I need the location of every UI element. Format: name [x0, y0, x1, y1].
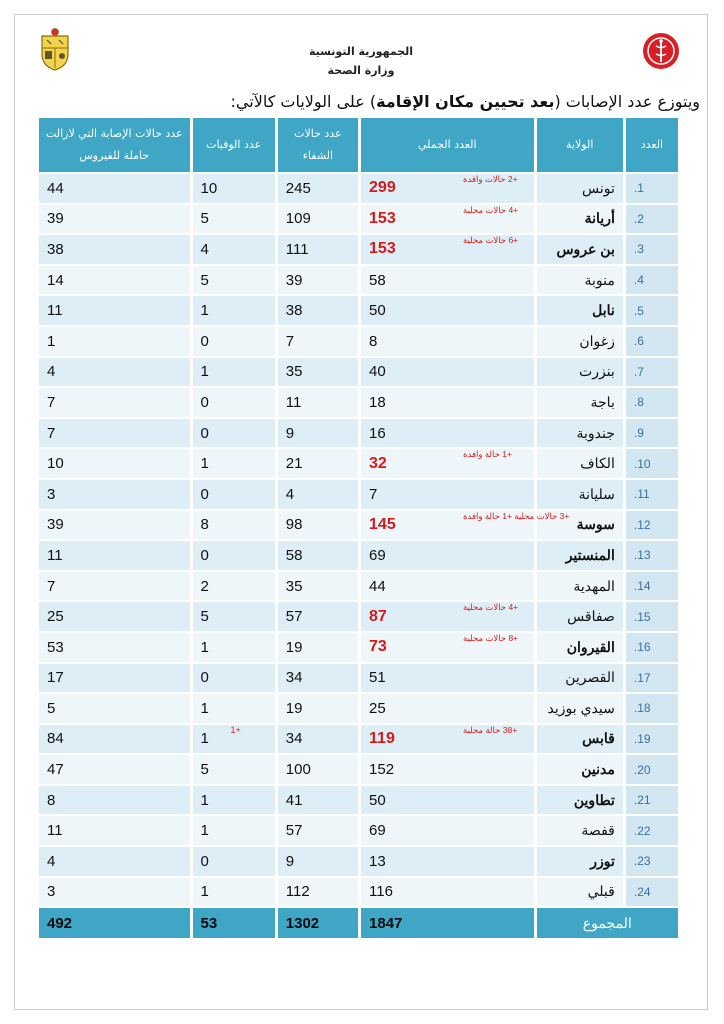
governorate-name: سيدي بوزيد [537, 694, 623, 723]
deaths-cell [193, 327, 275, 356]
total-value: 40 [369, 363, 386, 381]
intro-prefix: ويتوزع عدد الإصابات ( [554, 92, 700, 111]
total-value: 32 [369, 454, 387, 472]
deaths-value: 0 [200, 669, 209, 687]
total-value: 44 [369, 577, 386, 595]
deaths-value: 1 [200, 730, 209, 748]
document-header [14, 22, 708, 92]
row-number: 2. [626, 205, 678, 234]
active-cases-value: 38 [39, 235, 190, 264]
table-row [39, 174, 678, 203]
total-cell [361, 694, 534, 723]
row-number: 18. [626, 694, 678, 723]
deaths-value: 1 [200, 363, 209, 381]
recovered-value: 4 [278, 480, 358, 509]
deaths-cell [193, 725, 275, 754]
row-number: 16. [626, 633, 678, 662]
governorate-name: سوسة [537, 511, 623, 540]
new-cases-note: +1 حالة وافدة [463, 449, 512, 460]
total-cell [361, 725, 534, 754]
total-value: 7 [369, 485, 378, 503]
recovered-value: 111 [278, 235, 358, 264]
total-cell [361, 174, 534, 203]
header-recovered: عدد حالات الشفاء [278, 118, 358, 172]
row-number: 7. [626, 358, 678, 387]
table-row [39, 847, 678, 876]
active-cases-value: 7 [39, 388, 190, 417]
total-value: 8 [369, 332, 378, 350]
sum-label: المجموع [537, 908, 678, 938]
deaths-cell [193, 205, 275, 234]
deaths-value: 1 [200, 822, 209, 840]
table-row [39, 205, 678, 234]
row-number: 13. [626, 541, 678, 570]
total-cell [361, 205, 534, 234]
header-num: العدد [626, 118, 678, 172]
active-cases-value: 4 [39, 847, 190, 876]
governorate-name: تونس [537, 174, 623, 203]
deaths-value: 1 [200, 883, 209, 901]
deaths-cell [193, 572, 275, 601]
recovered-value: 11 [278, 388, 358, 417]
active-cases-value: 4 [39, 358, 190, 387]
total-value: 69 [369, 546, 386, 564]
governorate-name: القصرين [537, 664, 623, 693]
total-value: 73 [369, 638, 387, 656]
table-row [39, 633, 678, 662]
total-value: 69 [369, 822, 386, 840]
recovered-value: 100 [278, 755, 358, 784]
intro-sentence [100, 92, 700, 111]
deaths-value: 5 [200, 210, 209, 228]
governorate-name: نابل [537, 296, 623, 325]
deaths-cell [193, 664, 275, 693]
total-cell [361, 266, 534, 295]
row-number: 24. [626, 878, 678, 907]
table-row [39, 266, 678, 295]
new-cases-note: +6 حالات محلية [463, 235, 519, 246]
active-cases-value: 10 [39, 449, 190, 478]
governorate-name: بنزرت [537, 358, 623, 387]
total-cell [361, 296, 534, 325]
total-cell [361, 572, 534, 601]
deaths-cell [193, 786, 275, 815]
governorate-name: قابس [537, 725, 623, 754]
recovered-value: 41 [278, 786, 358, 815]
recovered-value: 19 [278, 694, 358, 723]
governorate-name: سليانة [537, 480, 623, 509]
active-cases-value: 3 [39, 480, 190, 509]
header-total: العدد الجملي [361, 118, 534, 172]
active-cases-value: 11 [39, 296, 190, 325]
deaths-cell [193, 694, 275, 723]
cases-table-container [36, 116, 681, 940]
total-value: 18 [369, 393, 386, 411]
republic-name: الجمهورية التونسية [308, 45, 414, 58]
recovered-value: 39 [278, 266, 358, 295]
table-row [39, 816, 678, 845]
total-value: 153 [369, 240, 396, 258]
row-number: 9. [626, 419, 678, 448]
recovered-value: 34 [278, 725, 358, 754]
table-row [39, 296, 678, 325]
deaths-value: 0 [200, 332, 209, 350]
total-value: 51 [369, 669, 386, 687]
ministry-of-health-logo-icon [642, 32, 680, 70]
table-row [39, 572, 678, 601]
governorate-name: زغوان [537, 327, 623, 356]
recovered-value: 35 [278, 572, 358, 601]
deaths-value: 1 [200, 455, 209, 473]
deaths-cell [193, 449, 275, 478]
table-row [39, 664, 678, 693]
row-number: 19. [626, 725, 678, 754]
deaths-value: 10 [200, 179, 218, 197]
row-number: 10. [626, 449, 678, 478]
new-cases-note: +38 حالة محلية [463, 724, 518, 735]
deaths-value: 1 [200, 699, 209, 717]
recovered-value: 245 [278, 174, 358, 203]
total-value: 153 [369, 209, 396, 227]
recovered-value: 112 [278, 878, 358, 907]
total-value: 116 [369, 883, 393, 901]
governorate-name: القيروان [537, 633, 623, 662]
governorate-name: صفاقس [537, 602, 623, 631]
deaths-cell [193, 847, 275, 876]
active-cases-value: 11 [39, 816, 190, 845]
table-row [39, 541, 678, 570]
active-cases-value: 7 [39, 419, 190, 448]
total-cell [361, 602, 534, 631]
deaths-cell [193, 296, 275, 325]
row-number: 23. [626, 847, 678, 876]
table-row [39, 725, 678, 754]
recovered-value: 34 [278, 664, 358, 693]
total-cell [361, 388, 534, 417]
row-number: 3. [626, 235, 678, 264]
total-cell [361, 755, 534, 784]
active-cases-value: 14 [39, 266, 190, 295]
new-cases-note: +8 حالات محلية [463, 632, 519, 643]
table-header-row [39, 118, 678, 172]
row-number: 21. [626, 786, 678, 815]
table-row [39, 602, 678, 631]
total-cell [361, 786, 534, 815]
deaths-value: 5 [200, 271, 209, 289]
deaths-cell [193, 878, 275, 907]
active-cases-value: 39 [39, 205, 190, 234]
table-row [39, 511, 678, 540]
active-cases-value: 44 [39, 174, 190, 203]
total-value: 87 [369, 607, 387, 625]
sum-deaths: 53 [193, 908, 275, 938]
total-cell [361, 816, 534, 845]
deaths-cell [193, 511, 275, 540]
recovered-value: 35 [278, 358, 358, 387]
header-active: عدد حالات الإصابة التي لازالت حاملة للفيروس [39, 118, 190, 172]
deaths-value: 1 [200, 302, 209, 320]
totals-row [39, 908, 678, 938]
row-number: 17. [626, 664, 678, 693]
table-row [39, 878, 678, 907]
total-cell [361, 327, 534, 356]
table-row [39, 235, 678, 264]
recovered-value: 109 [278, 205, 358, 234]
header-text [14, 42, 708, 80]
deaths-cell [193, 358, 275, 387]
table-row [39, 388, 678, 417]
governorate-name: توزر [537, 847, 623, 876]
total-cell [361, 664, 534, 693]
deaths-value: 8 [200, 516, 209, 534]
sum-total: 1847 [361, 908, 534, 938]
sum-recovered: 1302 [278, 908, 358, 938]
active-cases-value: 11 [39, 541, 190, 570]
recovered-value: 98 [278, 511, 358, 540]
total-value: 58 [369, 271, 386, 289]
recovered-value: 57 [278, 816, 358, 845]
new-cases-note: +3 حالات محلية +1 حالة وافدة [463, 510, 570, 521]
active-cases-value: 17 [39, 664, 190, 693]
total-cell [361, 235, 534, 264]
deaths-value: 5 [200, 608, 209, 626]
total-cell [361, 358, 534, 387]
intro-bold: بعد تحيين مكان الإقامة [376, 92, 555, 111]
governorate-name: قبلي [537, 878, 623, 907]
total-value: 25 [369, 699, 386, 717]
table-row [39, 755, 678, 784]
total-cell [361, 633, 534, 662]
table-row [39, 419, 678, 448]
new-deaths-note: +1 [230, 724, 241, 735]
row-number: 20. [626, 755, 678, 784]
total-cell [361, 480, 534, 509]
recovered-value: 9 [278, 419, 358, 448]
deaths-value: 0 [200, 485, 209, 503]
deaths-cell [193, 755, 275, 784]
recovered-value: 58 [278, 541, 358, 570]
deaths-value: 0 [200, 852, 209, 870]
deaths-cell [193, 266, 275, 295]
ministry-name: وزارة الصحة [327, 64, 395, 77]
cases-by-governorate-table [36, 116, 681, 940]
total-cell [361, 510, 570, 540]
deaths-cell [193, 419, 275, 448]
active-cases-value: 3 [39, 878, 190, 907]
total-value: 299 [369, 179, 396, 197]
recovered-value: 7 [278, 327, 358, 356]
total-value: 152 [369, 761, 395, 779]
recovered-value: 21 [278, 449, 358, 478]
active-cases-value: 47 [39, 755, 190, 784]
sum-active: 492 [39, 908, 190, 938]
row-number: 14. [626, 572, 678, 601]
total-value: 50 [369, 302, 386, 320]
total-cell [361, 449, 534, 478]
deaths-value: 2 [200, 577, 209, 595]
deaths-value: 0 [200, 424, 209, 442]
total-value: 16 [369, 424, 386, 442]
row-number: 4. [626, 266, 678, 295]
active-cases-value: 53 [39, 633, 190, 662]
new-cases-note: +4 حالات محلية [463, 602, 519, 613]
table-row [39, 786, 678, 815]
active-cases-value: 1 [39, 327, 190, 356]
deaths-cell [193, 602, 275, 631]
table-row [39, 694, 678, 723]
recovered-value: 9 [278, 847, 358, 876]
active-cases-value: 25 [39, 602, 190, 631]
recovered-value: 19 [278, 633, 358, 662]
total-value: 145 [369, 515, 396, 533]
deaths-value: 1 [200, 638, 209, 656]
active-cases-value: 7 [39, 572, 190, 601]
deaths-cell [193, 174, 275, 203]
intro-suffix: ) على الولايات كالآتي: [230, 92, 377, 111]
active-cases-value: 84 [39, 725, 190, 754]
new-cases-note: +2 حالات وافدة [463, 174, 518, 184]
deaths-cell [193, 235, 275, 264]
table-row [39, 449, 678, 478]
deaths-cell [193, 541, 275, 570]
governorate-name: قفصة [537, 816, 623, 845]
recovered-value: 57 [278, 602, 358, 631]
governorate-name: جندوبة [537, 419, 623, 448]
governorate-name: أريانة [537, 205, 623, 234]
governorate-name: الكاف [537, 449, 623, 478]
governorate-name: المهدية [537, 572, 623, 601]
deaths-cell [193, 388, 275, 417]
total-cell [361, 541, 534, 570]
total-cell [361, 419, 534, 448]
recovered-value: 38 [278, 296, 358, 325]
deaths-value: 1 [200, 791, 209, 809]
governorate-name: باجة [537, 388, 623, 417]
deaths-cell [193, 480, 275, 509]
row-number: 6. [626, 327, 678, 356]
row-number: 12. [626, 511, 678, 540]
governorate-name: تطاوين [537, 786, 623, 815]
row-number: 11. [626, 480, 678, 509]
row-number: 1. [626, 174, 678, 203]
total-value: 13 [369, 852, 386, 870]
row-number: 15. [626, 602, 678, 631]
governorate-name: المنستير [537, 541, 623, 570]
total-value: 119 [369, 729, 395, 747]
table-body [39, 174, 678, 938]
active-cases-value: 5 [39, 694, 190, 723]
row-number: 5. [626, 296, 678, 325]
total-value: 50 [369, 791, 386, 809]
deaths-cell [193, 633, 275, 662]
header-governorate: الولاية [537, 118, 623, 172]
deaths-value: 5 [200, 761, 209, 779]
row-number: 8. [626, 388, 678, 417]
deaths-cell [193, 816, 275, 845]
governorate-name: مدنين [537, 755, 623, 784]
deaths-value: 4 [200, 240, 209, 258]
row-number: 22. [626, 816, 678, 845]
table-row [39, 327, 678, 356]
deaths-value: 0 [200, 546, 209, 564]
active-cases-value: 8 [39, 786, 190, 815]
total-cell [361, 847, 534, 876]
deaths-value: 0 [200, 393, 209, 411]
governorate-name: منوبة [537, 266, 623, 295]
header-deaths: عدد الوفيات [193, 118, 275, 172]
table-row [39, 480, 678, 509]
table-row [39, 358, 678, 387]
new-cases-note: +4 حالات محلية [463, 204, 519, 215]
governorate-name: بن عروس [537, 235, 623, 264]
total-cell [361, 878, 534, 907]
active-cases-value: 39 [39, 511, 190, 540]
